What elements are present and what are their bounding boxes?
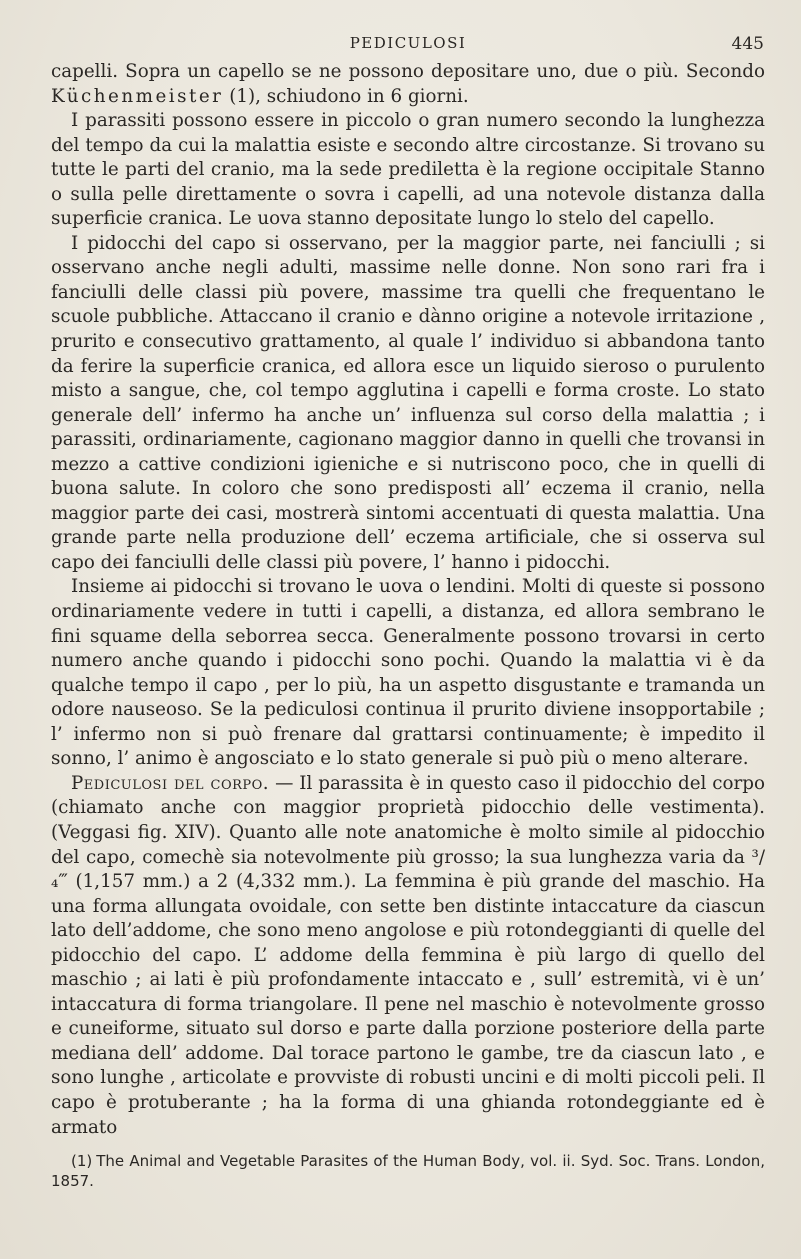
footnote-mark: (1) <box>71 1152 93 1170</box>
author-name: Küchenmeister <box>51 85 224 107</box>
paragraph-4: Insieme ai pidocchi si trovano le uova o lendini. Molti di queste si possono ordinariamente vedere in tutti i capelli, a distanza, ed allora sembrano le fini squame della seborrea secca. Generalmente possono trovarsi in certo numero anche quando i pidocchi sono pochi. Quando la malattia vi è da qualche tempo il capo , per lo più, ha un aspetto disgustante e tramanda un odore nauseoso. Se la pediculosi continua il prurito diviene insopportabile ; l’ infermo non si può frenare dal grattarsi continuamente; è impedito il sonno, l’ animo è angosciato e lo stato generale si può più o meno alterare. <box>51 576 765 770</box>
paragraph-3: I pidocchi del capo si osservano, per la maggior parte, nei fanciulli ; si osservano anche negli adulti, massime nelle donne. Non sono rari fra i fanciulli delle classi più povere, massime tra quelli che frequentano le scuole pubbliche. Attaccano il cranio e dànno origine a notevole irritazione , prurito e consecutivo grattamento, al quale l’ individuo si abbandona tanto da ferire la superficie cranica, ed allora esce un liquido sieroso o purulento misto a sangue, che, col tempo agglutina i capelli e forma croste. Lo stato generale dell’ infermo ha anche un’ influenza sul corso della malattia ; i parassiti, ordinariamente, cagionano maggior danno in quelli che trovansi in mezzo a cattive condizioni igieniche e si nutriscono poco, che in quelli di buona salute. In coloro che sono predisposti all’ eczema il cranio, nella maggior parte dei casi, mostrerà sintomi accentuati di questa malattia. Una grande parte nella produzione dell’ eczema artificiale, che si osserva sul capo dei fanciulli delle classi più povere, l’ hanno i pidocchi. <box>51 232 765 573</box>
body-text <box>51 60 765 1140</box>
running-title: PEDICULOSI <box>349 34 467 52</box>
footnote-body <box>51 1151 765 1191</box>
paragraph-5-text: — Il parassita è in questo caso il pidocchio del corpo (chiamato anche con maggior proprietà pidocchio delle vestimenta). (Veggasi fig. XIV). Quanto alle note anatomiche è molto simile al pidocchio del capo, comechè sia notevolmente più grosso; la sua lunghezza varia da ³/₄‴ (1,157 mm.) a 2 (4,332 mm.). La femmina è più grande del maschio. Ha una forma allungata ovoidale, con sette ben distinte intaccature da ciascun lato dell’addome, che sono meno angolose e più rotondeggianti di quelle del pidocchio del capo. L’ addome della femmina è più largo di quello del maschio ; ai lati è più profondamente intaccato e , sull’ estremità, vi è un’ intaccatura di forma triangolare. Il pene nel maschio è notevolmente grosso e cuneiforme, situato sul dorso e parte dalla porzione posteriore della parte mediana dell’ addome. Dal torace partono le gambe, tre da ciascun lato , e sono lunghe , articolate e provviste di robusti uncini e di molti piccoli peli. Il capo è protuberante ; ha la forma di una ghianda rotondeggiante ed è armato <box>51 772 766 1138</box>
footnote-text: The Animal and Vegetable Parasites of the Human Body, vol. ii. Syd. Soc. Trans. London, 1857. <box>51 1152 765 1190</box>
page-header <box>52 34 764 58</box>
paragraph-1-rest: (1), schiudono in 6 giorni. <box>223 85 469 107</box>
page-number: 445 <box>731 34 764 54</box>
paragraph-2: I parassiti possono essere in piccolo o gran numero secondo la lunghezza del tempo da cui la malattia esiste e secondo altre circostanze. Si trovano su tutte le parti del cranio, ma la sede prediletta è la regione occipitale Stanno o sulla pelle direttamente o sovra i capelli, ad una notevole distanza dalla superficie cranica. Le uova stanno depositate lungo lo stelo del capello. <box>51 110 765 230</box>
section-heading: Pediculosi del corpo. <box>71 772 270 794</box>
paragraph-1 <box>51 60 765 109</box>
paragraph-1-lead: capelli. Sopra un capello se ne possono depositare uno, due o più. Secondo <box>51 61 765 82</box>
footnote <box>51 1151 765 1191</box>
paragraph-5 <box>51 772 765 1140</box>
